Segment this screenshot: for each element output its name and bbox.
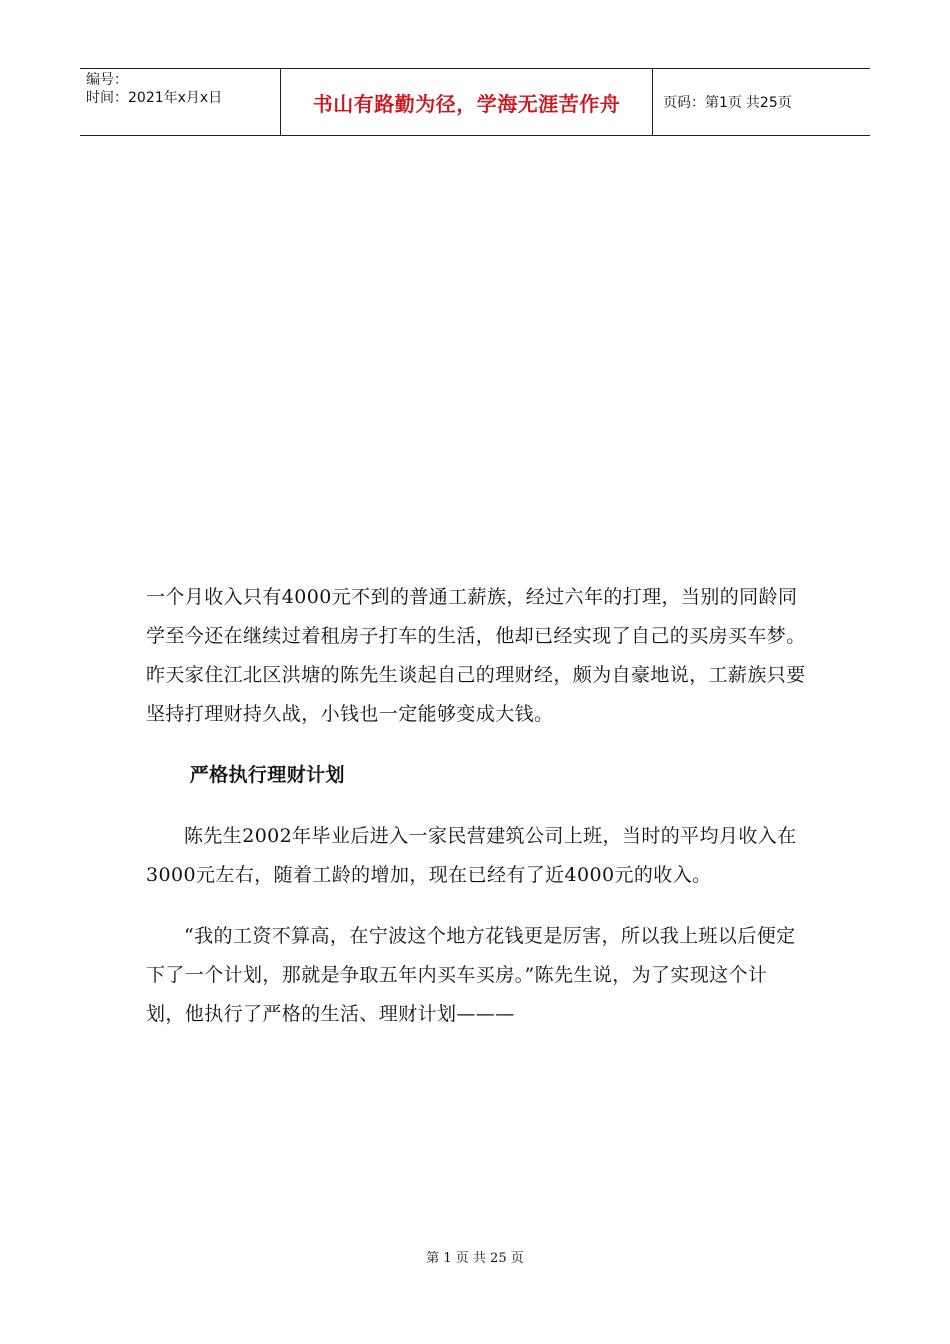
- document-header: [80, 68, 870, 136]
- time-label: 时间：2021年x月x日: [86, 90, 223, 106]
- header-motto: 书山有路勤为径，学海无涯苦作舟: [281, 69, 653, 135]
- header-page-cell: [653, 69, 870, 135]
- page-footer: 第 1 页 共 25 页: [426, 1251, 524, 1266]
- total-pages-label: 共25页: [745, 95, 792, 111]
- header-meta-cell: [80, 69, 281, 135]
- paragraph-quote: “我的工资不算高，在宁波这个地方花钱更是厉害，所以我上班以后便定下了一个计划，那就是争取五年内买车买房。”陈先生说，为了实现这个计划，他执行了严格的生活、理财计划———: [146, 925, 796, 1025]
- serial-label: 编号：: [86, 72, 128, 88]
- paragraph-background: 陈先生2002年毕业后进入一家民营建筑公司上班，当时的平均月收入在3000元左右，随着工龄的增加，现在已经有了近4000元的收入。: [146, 825, 797, 886]
- page-label: 页码：第1页: [663, 95, 742, 111]
- section-heading: 严格执行理财计划: [189, 764, 345, 786]
- paragraph-intro: 一个月收入只有4000元不到的普通工薪族，经过六年的打理，当别的同龄同学至今还在继续过着租房子打车的生活，他却已经实现了自己的买房买车梦。昨天家住江北区洪塘的陈先生谈起自己的理财经，颇为自豪地说，工薪族只要坚持打理财持久战，小钱也一定能够变成大钱。: [146, 586, 806, 725]
- document-body: [146, 578, 806, 1034]
